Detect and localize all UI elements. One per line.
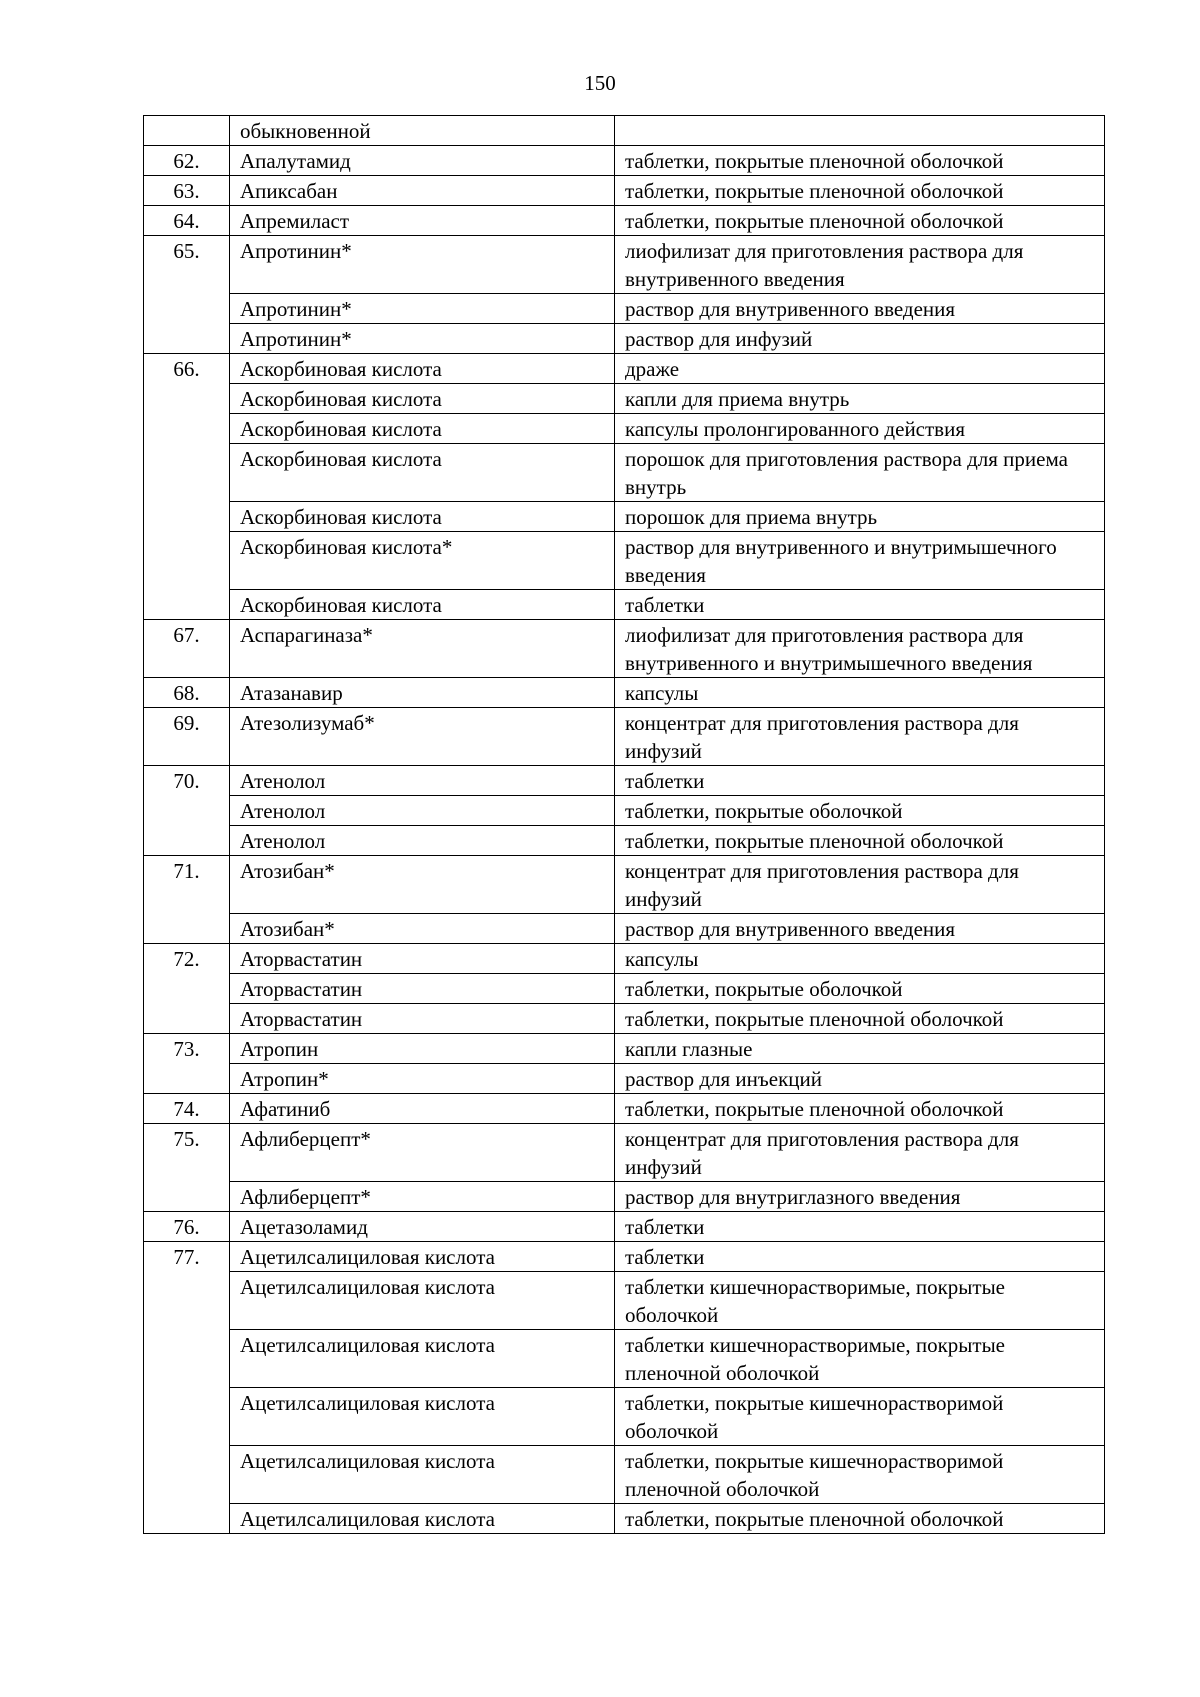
dosage-form-cell: таблетки кишечнорастворимые, покрытые оболочкой [615, 1272, 1105, 1330]
table-row [144, 944, 1105, 974]
page-number: 150 [584, 71, 616, 95]
dosage-form-cell: таблетки, покрытые кишечнорастворимой пленочной оболочкой [615, 1446, 1105, 1504]
drug-name-cell: Апалутамид [230, 146, 615, 176]
table-row [144, 766, 1105, 796]
drug-name-cell: Апротинин* [230, 236, 615, 294]
dosage-form-cell: таблетки, покрытые оболочкой [615, 974, 1105, 1004]
table-row [144, 856, 1105, 914]
table-row [144, 1004, 1105, 1034]
drug-name-cell: Ацетилсалициловая кислота [230, 1446, 615, 1504]
table-row [144, 354, 1105, 384]
row-number-cell: 65. [144, 236, 230, 354]
table-row [144, 1212, 1105, 1242]
table-row [144, 236, 1105, 294]
drug-name-cell: Ацетилсалициловая кислота [230, 1330, 615, 1388]
table-row [144, 1446, 1105, 1504]
dosage-form-cell: раствор для внутриглазного введения [615, 1182, 1105, 1212]
drug-name-cell: Афатиниб [230, 1094, 615, 1124]
dosage-form-cell: капсулы [615, 678, 1105, 708]
drug-name-cell: Апремиласт [230, 206, 615, 236]
dosage-form-cell: таблетки, покрытые пленочной оболочкой [615, 146, 1105, 176]
row-number-cell: 62. [144, 146, 230, 176]
drug-name-cell: Атезолизумаб* [230, 708, 615, 766]
table-row [144, 826, 1105, 856]
row-number-cell: 63. [144, 176, 230, 206]
dosage-form-cell: порошок для приготовления раствора для приема внутрь [615, 444, 1105, 502]
dosage-form-cell: раствор для инъекций [615, 1064, 1105, 1094]
row-number-cell: 70. [144, 766, 230, 856]
drug-name-cell: Ацетилсалициловая кислота [230, 1272, 615, 1330]
dosage-form-cell: порошок для приема внутрь [615, 502, 1105, 532]
table-row [144, 502, 1105, 532]
table-row [144, 444, 1105, 502]
dosage-form-cell: капли для приема внутрь [615, 384, 1105, 414]
drug-name-cell: Атенолол [230, 766, 615, 796]
dosage-form-cell: таблетки [615, 590, 1105, 620]
dosage-form-cell: капсулы [615, 944, 1105, 974]
drug-name-cell: Аторвастатин [230, 1004, 615, 1034]
dosage-form-cell: таблетки, покрытые пленочной оболочкой [615, 176, 1105, 206]
table-row [144, 974, 1105, 1004]
table-row [144, 294, 1105, 324]
table-row [144, 414, 1105, 444]
row-number-cell: 64. [144, 206, 230, 236]
table-row [144, 1388, 1105, 1446]
row-number-cell: 66. [144, 354, 230, 620]
row-number-cell: 67. [144, 620, 230, 678]
drug-name-cell: Атропин* [230, 1064, 615, 1094]
drug-name-cell: Ацетилсалициловая кислота [230, 1504, 615, 1534]
table-row [144, 532, 1105, 590]
table-row [144, 176, 1105, 206]
dosage-form-cell: раствор для внутривенного и внутримышечного введения [615, 532, 1105, 590]
table-row [144, 1242, 1105, 1272]
table-row [144, 1064, 1105, 1094]
row-number-cell [144, 116, 230, 146]
table-row [144, 1272, 1105, 1330]
dosage-form-cell: таблетки, покрытые оболочкой [615, 796, 1105, 826]
table-row [144, 1504, 1105, 1534]
dosage-form-cell: таблетки [615, 766, 1105, 796]
drug-name-cell: Аскорбиновая кислота [230, 384, 615, 414]
drug-name-cell: Ацетазоламид [230, 1212, 615, 1242]
dosage-form-cell: концентрат для приготовления раствора для инфузий [615, 708, 1105, 766]
dosage-form-cell: таблетки [615, 1242, 1105, 1272]
drug-name-cell: Аскорбиновая кислота* [230, 532, 615, 590]
dosage-form-cell: раствор для инфузий [615, 324, 1105, 354]
row-number-cell: 71. [144, 856, 230, 944]
dosage-form-cell: таблетки, покрытые пленочной оболочкой [615, 826, 1105, 856]
dosage-form-cell [615, 116, 1105, 146]
drug-name-cell: Аскорбиновая кислота [230, 590, 615, 620]
dosage-form-cell: таблетки, покрытые кишечнорастворимой оболочкой [615, 1388, 1105, 1446]
drug-table-body [144, 116, 1105, 1534]
drug-name-cell: Аскорбиновая кислота [230, 502, 615, 532]
dosage-form-cell: лиофилизат для приготовления раствора для внутривенного и внутримышечного введения [615, 620, 1105, 678]
drug-name-cell: обыкновенной [230, 116, 615, 146]
dosage-form-cell: таблетки, покрытые пленочной оболочкой [615, 1504, 1105, 1534]
drug-name-cell: Аскорбиновая кислота [230, 444, 615, 502]
table-row [144, 1330, 1105, 1388]
dosage-form-cell: концентрат для приготовления раствора для инфузий [615, 1124, 1105, 1182]
table-row [144, 678, 1105, 708]
table-row [144, 620, 1105, 678]
table-row [144, 116, 1105, 146]
table-row [144, 324, 1105, 354]
drug-name-cell: Аторвастатин [230, 944, 615, 974]
drug-name-cell: Аспарагиназа* [230, 620, 615, 678]
dosage-form-cell: таблетки, покрытые пленочной оболочкой [615, 1094, 1105, 1124]
row-number-cell: 72. [144, 944, 230, 1034]
drug-name-cell: Атозибан* [230, 914, 615, 944]
table-row [144, 590, 1105, 620]
drug-name-cell: Аскорбиновая кислота [230, 354, 615, 384]
table-row [144, 1182, 1105, 1212]
dosage-form-cell: концентрат для приготовления раствора для инфузий [615, 856, 1105, 914]
drug-name-cell: Ацетилсалициловая кислота [230, 1388, 615, 1446]
row-number-cell: 73. [144, 1034, 230, 1094]
row-number-cell: 76. [144, 1212, 230, 1242]
drug-name-cell: Апротинин* [230, 324, 615, 354]
dosage-form-cell: таблетки, покрытые пленочной оболочкой [615, 1004, 1105, 1034]
dosage-form-cell: раствор для внутривенного введения [615, 294, 1105, 324]
dosage-form-cell: драже [615, 354, 1105, 384]
dosage-form-cell: таблетки, покрытые пленочной оболочкой [615, 206, 1105, 236]
table-row [144, 146, 1105, 176]
table-row [144, 206, 1105, 236]
row-number-cell: 68. [144, 678, 230, 708]
dosage-form-cell: капли глазные [615, 1034, 1105, 1064]
drug-name-cell: Аскорбиновая кислота [230, 414, 615, 444]
table-row [144, 708, 1105, 766]
dosage-form-cell: таблетки кишечнорастворимые, покрытые пленочной оболочкой [615, 1330, 1105, 1388]
table-row [144, 914, 1105, 944]
drug-name-cell: Афлиберцепт* [230, 1124, 615, 1182]
dosage-form-cell: лиофилизат для приготовления раствора для внутривенного введения [615, 236, 1105, 294]
table-row [144, 1124, 1105, 1182]
drug-name-cell: Ацетилсалициловая кислота [230, 1242, 615, 1272]
table-row [144, 1034, 1105, 1064]
drug-name-cell: Аторвастатин [230, 974, 615, 1004]
row-number-cell: 74. [144, 1094, 230, 1124]
drug-name-cell: Атенолол [230, 796, 615, 826]
drug-name-cell: Атенолол [230, 826, 615, 856]
table-row [144, 1094, 1105, 1124]
drug-name-cell: Апиксабан [230, 176, 615, 206]
dosage-form-cell: раствор для внутривенного введения [615, 914, 1105, 944]
drug-name-cell: Атропин [230, 1034, 615, 1064]
drug-name-cell: Атазанавир [230, 678, 615, 708]
row-number-cell: 77. [144, 1242, 230, 1534]
dosage-form-cell: таблетки [615, 1212, 1105, 1242]
drug-name-cell: Апротинин* [230, 294, 615, 324]
drug-name-cell: Афлиберцепт* [230, 1182, 615, 1212]
table-row [144, 796, 1105, 826]
drug-table [143, 115, 1105, 1534]
row-number-cell: 75. [144, 1124, 230, 1212]
dosage-form-cell: капсулы пролонгированного действия [615, 414, 1105, 444]
drug-name-cell: Атозибан* [230, 856, 615, 914]
table-row [144, 384, 1105, 414]
row-number-cell: 69. [144, 708, 230, 766]
